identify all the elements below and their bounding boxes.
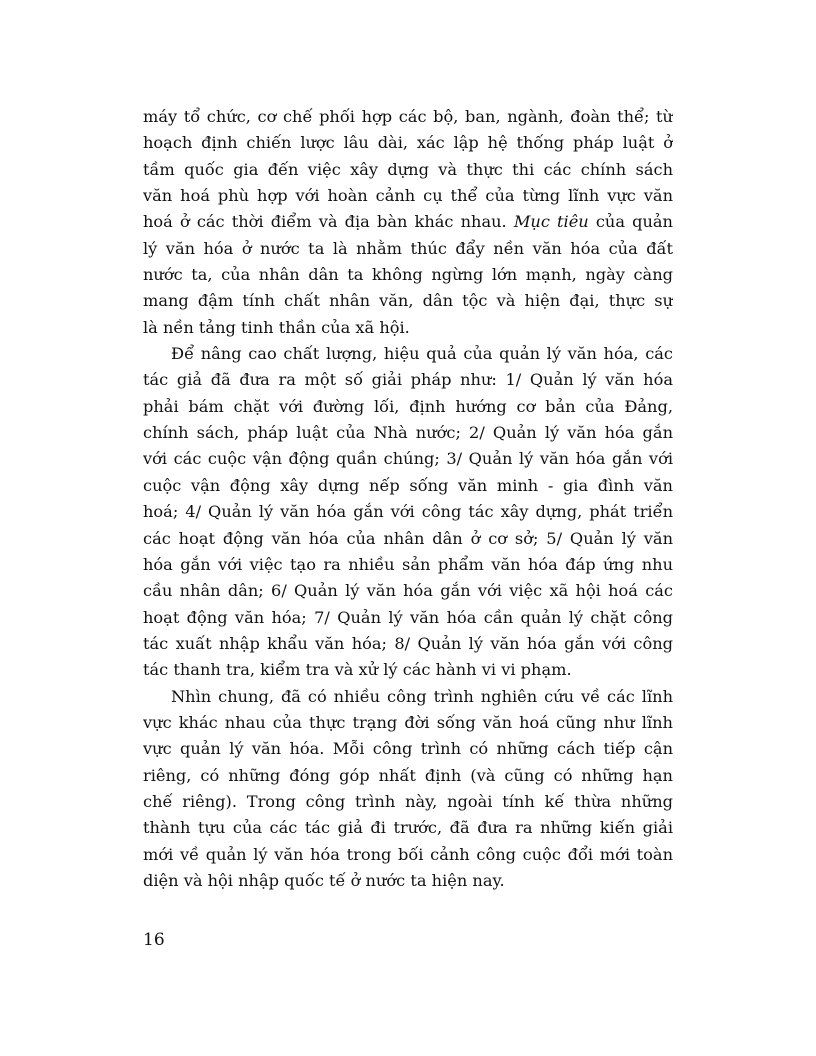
text-line: tác giả đã đưa ra một số giải pháp như: 1/ Quản lý văn hóa [143,370,673,390]
text-line: hoạt động văn hóa; 7/ Quản lý văn hóa cần quản lý chặt công [143,607,673,627]
text-line: phải bám chặt với đường lối, định hướng cơ bản của Đảng, [143,396,673,416]
text-line: tác xuất nhập khẩu văn hóa; 8/ Quản lý văn hóa gắn với công [143,633,673,653]
text-line: chính sách, pháp luật của Nhà nước; 2/ Quản lý văn hóa gắn [143,423,673,443]
text-line: hoá; 4/ Quản lý văn hóa gắn với công tác xây dựng, phát triển [143,502,673,522]
text-line: hóa gắn với việc tạo ra nhiều sản phẩm văn hóa đáp ứng nhu [143,554,673,574]
text-line: diện và hội nhập quốc tế ở nước ta hiện nay. [143,870,505,890]
text-line: vực quản lý văn hóa. Mỗi công trình có những cách tiếp cận [143,739,673,759]
text-line: với các cuộc vận động quần chúng; 3/ Quản lý văn hóa gắn với [143,449,673,469]
text-line: Nhìn chung, đã có nhiều công trình nghiên cứu về các lĩnh [171,686,673,706]
text-line: mới về quản lý văn hóa trong bối cảnh công cuộc đổi mới toàn [143,844,673,864]
text-segment: của quản [588,212,673,232]
text-segment: hoá ở các thời điểm và địa bàn khác nhau. [143,212,514,232]
text-line: thành tựu của các tác giả đi trước, đã đưa ra những kiến giải [143,818,673,838]
text-line: vực khác nhau của thực trạng đời sống văn hoá cũng như lĩnh [143,712,673,732]
page-number: 16 [143,930,165,950]
text-line: hoạch định chiến lược lâu dài, xác lập hệ thống pháp luật ở [143,133,673,153]
paragraph [143,104,673,341]
text-line: máy tổ chức, cơ chế phối hợp các bộ, ban, ngành, đoàn thể; từ [143,107,673,126]
text-line: văn hoá phù hợp với hoàn cảnh cụ thể của từng lĩnh vực văn [143,186,673,206]
text-line: riêng, có những đóng góp nhất định (và cũng có những hạn [143,765,673,785]
text-line: các hoạt động văn hóa của nhân dân ở cơ sở; 5/ Quản lý văn [143,528,673,548]
paragraph [143,684,673,895]
italic-term: Mục tiêu [513,212,589,232]
text-line: Để nâng cao chất lượng, hiệu quả của quản lý văn hóa, các [171,344,673,364]
text-line: chế riêng). Trong công trình này, ngoài tính kế thừa những [143,791,673,811]
text-line: mang đậm tính chất nhân văn, dân tộc và hiện đại, thực sự [143,291,673,311]
text-line: lý văn hóa ở nước ta là nhằm thúc đẩy nền văn hóa của đất [143,238,673,258]
text-line [143,209,673,235]
text-line: cầu nhân dân; 6/ Quản lý văn hóa gắn với việc xã hội hoá các [143,581,673,601]
text-line: cuộc vận động xây dựng nếp sống văn minh - gia đình văn [143,475,673,495]
page-body [143,104,673,894]
text-line: tầm quốc gia đến việc xây dựng và thực thi các chính sách [143,159,673,179]
text-line: nước ta, của nhân dân ta không ngừng lớn mạnh, ngày càng [143,265,673,285]
text-line: là nền tảng tinh thần của xã hội. [143,317,410,337]
paragraph [143,341,673,683]
text-line: tác thanh tra, kiểm tra và xử lý các hành vi vi phạm. [143,660,572,680]
